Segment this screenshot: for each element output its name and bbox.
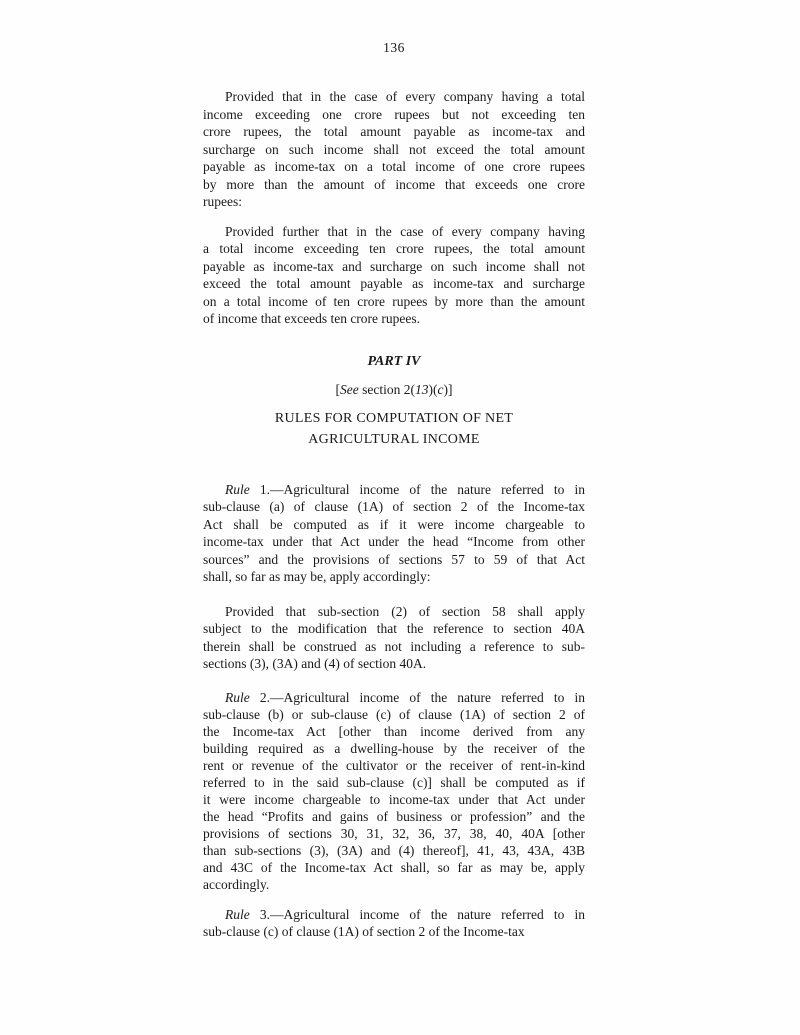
text-line: the Income-tax Act [other than income derived from any	[203, 723, 585, 739]
text-line: therein shall be construed as not including a reference to sub-	[203, 638, 585, 654]
heading-rules-title	[203, 408, 585, 451]
text-line: rupees:	[203, 194, 242, 209]
text-line: PART IV	[367, 353, 421, 369]
text-line: surcharge on such income shall not exceed the total amount	[203, 141, 585, 157]
text-line: accordingly.	[203, 876, 270, 892]
text-line: shall, so far as may be, apply accordingly:	[203, 569, 431, 584]
heading-part-iv	[203, 353, 585, 371]
text-line: referred to in the said sub-clause (c)] shall be computed as if	[203, 774, 585, 790]
para-proviso-one-crore	[203, 88, 585, 211]
text-line: payable as income-tax on a total income of one crore rupees	[203, 159, 585, 174]
text-line: income exceeding one crore rupees but not exceeding ten	[203, 106, 585, 122]
text-line: on a total income of ten crore rupees by more than the amount	[203, 293, 585, 309]
text-line: payable as income-tax and surcharge on such income shall not	[203, 258, 585, 274]
text-line: sub-clause (a) of clause (1A) of section 2 of the Income-tax	[203, 499, 585, 514]
text-line: of income that exceeds ten crore rupees.	[203, 311, 421, 326]
text-line: Provided that in the case of every company having a total	[225, 89, 585, 104]
text-line: sources” and the provisions of sections 57 to 59 of that Act	[203, 551, 585, 567]
text-line: and 43C of the Income-tax Act shall, so far as may be, apply	[203, 859, 585, 875]
text-line: sub-clause (c) of clause (1A) of section 2 of the Income-tax	[203, 924, 525, 939]
text-line: crore rupees, the total amount payable as income-tax and	[203, 124, 585, 139]
text-line: than sub-sections (3), (3A) and (4) thereof], 41, 43, 43A, 43B	[203, 842, 585, 858]
para-rule-2	[203, 689, 585, 893]
text-line: income-tax under that Act under the head “Income from other	[203, 534, 585, 549]
text-line: Rule 3.—Agricultural income of the nature referred to in	[225, 906, 585, 922]
text-line: Provided that sub-section (2) of section 58 shall apply	[225, 603, 585, 619]
text-line: rent or revenue of the cultivator or the receiver of rent-in-kind	[203, 757, 585, 773]
text-line: Provided further that in the case of every company having	[225, 223, 585, 239]
para-proviso-section-58	[203, 603, 585, 673]
text-line: by more than the amount of income that exceeds one crore	[203, 176, 585, 192]
para-rule-3	[203, 906, 585, 941]
para-rule-1	[203, 481, 585, 586]
text-line: [See section 2(13)(c)]	[335, 381, 453, 397]
text-column	[203, 88, 585, 941]
text-line: sections (3), (3A) and (4) of section 40A.	[203, 656, 427, 671]
text-line: Act shall be computed as if it were income chargeable to	[203, 516, 585, 532]
text-line: provisions of sections 30, 31, 32, 36, 37, 38, 40, 40A [other	[203, 825, 585, 841]
text-line: Rule 2.—Agricultural income of the nature referred to in	[225, 689, 585, 705]
text-line: building required as a dwelling-house by the receiver of the	[203, 740, 585, 756]
page-number: 136	[383, 40, 405, 55]
para-proviso-ten-crore	[203, 223, 585, 328]
text-line: the head “Profits and gains of business or profession” and the	[203, 808, 585, 824]
text-line: sub-clause (b) or sub-clause (c) of clause (1A) of section 2 of	[203, 706, 585, 722]
text-line: subject to the modification that the reference to section 40A	[203, 621, 585, 636]
heading-see-reference	[203, 381, 585, 399]
text-line: exceed the total amount payable as income-tax and surcharge	[203, 276, 585, 291]
text-line: a total income exceeding ten crore rupees, the total amount	[203, 241, 585, 256]
text-line: Rule 1.—Agricultural income of the nature referred to in	[225, 481, 585, 497]
text-line: RULES FOR COMPUTATION OF NET	[274, 410, 514, 426]
text-line: it were income chargeable to income-tax under that Act under	[203, 791, 585, 807]
text-line: AGRICULTURAL INCOME	[308, 432, 480, 447]
